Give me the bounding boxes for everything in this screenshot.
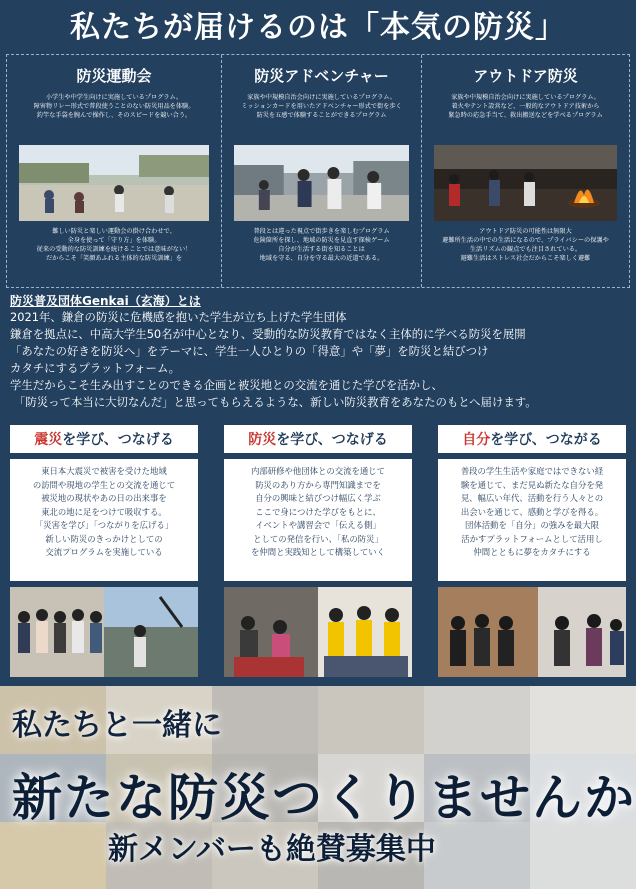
pillar-card-photo <box>438 587 626 677</box>
pillar-body-line: 験を通じて、まだ見ぬ新たな自分を発 <box>460 479 604 490</box>
pillar-body-line: 自分の興味と結びつけ幅広く学ぶ <box>255 493 381 503</box>
pillar-title-highlight: 震災 <box>34 432 63 448</box>
program-note-line: アウトドア防災の可能性は無限大 <box>479 228 572 235</box>
pillar-body-line: 東北の地に足をつけて吸収する。 <box>41 506 167 517</box>
pillar-body-line: 東日本大震災で被害を受けた地域 <box>41 466 167 476</box>
program-description <box>232 93 411 120</box>
about-line: カタチにするプラットフォーム。 <box>10 361 181 375</box>
pillar-body-line: 普段の学生生活や家庭ではできない経 <box>460 466 604 476</box>
about-line: 鎌倉を拠点に、中高大学生50名が中心となり、受動的な防災教育ではなく主体的に学べる防災を展開 <box>10 327 526 341</box>
recruit-footer <box>0 686 636 889</box>
pillar-card-body <box>224 459 412 581</box>
pillar-body-line: 内部研修や他団体との交流を通じて <box>251 466 385 476</box>
program-note <box>17 227 211 263</box>
program-note-line: 危険箇所を探し、地域の防災を見直す探検ゲーム <box>253 237 390 244</box>
pillar-body-line: としての発信を行い、「私の防災」 <box>253 533 383 544</box>
pillar-card-body <box>438 459 626 581</box>
about-line: 「あなたの好きを防災へ」をテーマに、学生一人ひとりの「得意」や「夢」を防災と結びつけ <box>10 344 489 358</box>
program-note-line: 全身を使って「守り方」を体験。 <box>67 237 161 244</box>
pillar-body-line: 「災害を学び」「つながりを広げる」 <box>34 520 174 530</box>
program-desc-line: 家族や中規模自治会向けに実施しているプログラム。 <box>451 94 600 101</box>
pillar-card-jibun <box>438 421 626 683</box>
pillar-body-line: 活かすプラットフォームとして活用し <box>461 533 603 544</box>
program-title: アウトドア防災 <box>473 67 578 85</box>
program-note-line: 普段とは違った視点で街歩きを楽しむプログラム <box>253 228 390 235</box>
program-note <box>432 227 619 263</box>
about-line: 「防災って本当に大切なんだ」と思ってもらえるような、新しい防災教育をあなたのもとへ届けます。 <box>14 395 537 409</box>
pillar-card-photo <box>10 587 198 677</box>
program-note-line: 自分が生活する街を知ることは <box>278 246 365 253</box>
pillar-body-line: 被災地の現状やあの日の出来事を <box>41 493 167 503</box>
pillar-card-body <box>10 459 198 581</box>
pillar-body-line: イベントや講習会で「伝える側」 <box>255 520 381 530</box>
pillar-body-line: 出会いを通じて、感動と学びを得る。 <box>460 506 604 517</box>
program-desc-line: 釣竿な手袋を腕んで操作し、そのスピードを競い合う。 <box>36 112 192 119</box>
program-desc-line: ミッションカードを用いたアドベンチャー形式で街を歩く <box>241 103 402 110</box>
pillar-card-bousai <box>224 421 412 683</box>
program-desc-line: 家族や中規模自治会向けに実施しているプログラム。 <box>247 94 396 101</box>
program-photo <box>19 145 209 221</box>
program-note-line: 生活リズムの観点でも注目されている。 <box>469 246 582 253</box>
pillars-section <box>10 421 626 683</box>
pillar-card-shinsai <box>10 421 198 683</box>
pillar-body-line: 交流プログラムを実施している <box>45 547 163 557</box>
recruit-line-3: 新メンバーも絶賛募集中 <box>108 832 436 867</box>
pillar-title-rest: を学び、つながる <box>490 432 602 448</box>
pillar-body-line: の訪問や現地の学生との交流を通じて <box>32 479 176 490</box>
pillar-title-rest: を学び、つなげる <box>276 432 388 448</box>
program-note <box>232 227 411 263</box>
program-title: 防災運動会 <box>76 67 152 85</box>
pillar-title-highlight: 自分 <box>462 432 491 448</box>
pillar-body-line: 仲間とともに夢をカタチにする <box>473 547 591 557</box>
program-desc-line: 障害物リレー形式で普段使うことのない防災用品を体験。 <box>33 103 195 110</box>
page-title: 私たちが届けるのは「本気の防災」 <box>70 10 566 45</box>
program-note-line: 避難所生活の中での生活になるので、プライバシーの保護や <box>442 237 609 244</box>
program-desc-line: 小学生や中学生向けに実施しているプログラム。 <box>45 94 183 101</box>
program-desc-line: 防災を五感で体験することができるプログラム <box>256 112 387 119</box>
program-note-line: だからこそ「笑顔あふれる主体的な防災訓練」を <box>45 255 183 262</box>
about-heading: 防災普及団体Genkai（玄海）とは <box>10 294 201 308</box>
program-title: 防災アドベンチャー <box>254 67 389 85</box>
program-outdoor <box>422 55 629 287</box>
recruit-headline: 新たな防災つくりませんか <box>12 768 636 827</box>
pillar-card-photo <box>224 587 412 677</box>
recruit-line-1: 私たちと一緒に <box>12 708 222 743</box>
pillar-body-line: 防災のあり方から専門知識までを <box>255 479 381 490</box>
program-note-line: 地域を守る、自分を守る最大の近道である。 <box>259 255 384 262</box>
pillar-body-line: を仲間と実践知として構築していく <box>251 547 385 557</box>
pillar-body-line: ここで身につけた学びをもとに、 <box>255 506 381 517</box>
program-desc-line: 着火やテント設営など、一般的なアウトドア技術から <box>451 103 600 110</box>
pillar-card-title <box>438 425 626 453</box>
programs-section <box>6 54 630 288</box>
about-line: 2021年、鎌倉の防災に危機感を抱いた学生が立ち上げた学生団体 <box>10 310 347 324</box>
pillar-card-title <box>224 425 412 453</box>
pillar-title-rest: を学び、つなげる <box>62 432 174 448</box>
about-section <box>10 292 630 411</box>
pillar-body-line: 団体活動を「自分」の強みを最大限 <box>465 520 599 530</box>
pillar-card-title <box>10 425 198 453</box>
program-note-line: 避難生活はストレス社会だからこそ楽しく避難 <box>460 255 591 262</box>
pillar-title-highlight: 防災 <box>248 432 277 448</box>
pillar-body-line: 見、幅広い年代、活動を行う人々との <box>460 493 604 503</box>
program-desc-line: 緊急時の応急手当て、救出搬送などを学べるプログラム <box>448 112 603 119</box>
program-photo <box>234 145 409 221</box>
program-description <box>432 93 619 120</box>
program-photo <box>434 145 617 221</box>
about-line: 学生だからこそ生み出すことのできる企画と被災地との交流を通じた学びを活かし、 <box>10 378 443 392</box>
program-undoukai <box>7 55 222 287</box>
program-note-line: 難しい防災と楽しい運動会の掛け合わせで、 <box>52 228 176 235</box>
program-description <box>17 93 211 120</box>
program-note-line: 従来の受動的な防災訓練を続けることでは意味がない！ <box>36 246 192 253</box>
program-adventure <box>222 55 422 287</box>
header-banner <box>0 0 636 48</box>
pillar-body-line: 新しい防災のきっかけとしての <box>45 533 163 544</box>
